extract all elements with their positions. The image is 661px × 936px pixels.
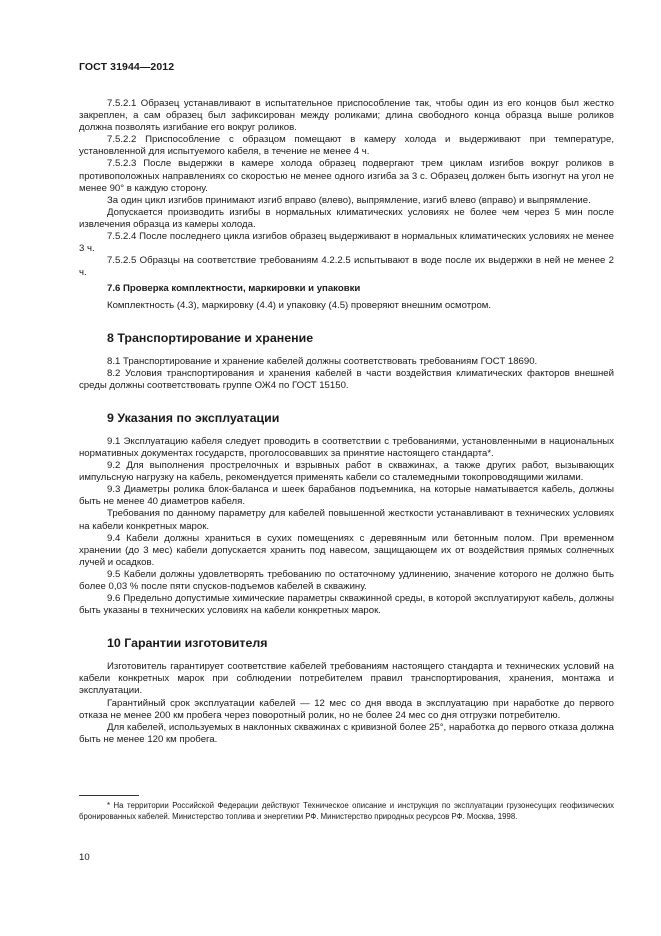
paragraph: 7.5.2.5 Образцы на соответствие требованиям 4.2.2.5 испытывают в воде после их выдержки в ней не менее 2 ч. <box>79 255 614 279</box>
paragraph: 9.2 Для выполнения прострелочных и взрывных работ в скважинах, а также других работ, вызывающих импульсную нагрузку на кабель, рекомендуется применять кабели со сталемедными токопроводящими жилами. <box>79 460 614 484</box>
subsection-heading: 7.6 Проверка комплектности, маркировки и упаковки <box>107 283 361 295</box>
paragraph: 7.5.2.4 После последнего цикла изгибов образец выдерживают в нормальных климатических условиях не менее 3 ч. <box>79 231 614 255</box>
paragraph: 8.1 Транспортирование и хранение кабелей должны соответствовать требованиям ГОСТ 18690. <box>107 355 538 367</box>
spacer <box>79 651 614 661</box>
paragraph: Изготовитель гарантирует соответствие кабелей требованиям настоящего стандарта и технических условий на кабели конкретных марок при соблюдении потребителем правил транспортирования, хранения, монтажа и эксплуатации. <box>79 661 614 697</box>
paragraph: 9.4 Кабели должны храниться в сухих помещениях с деревянным или бетонным полом. При временном хранении (до 3 мес) кабели допускается хранить под навесом, защищающем их от воздействия прямых солнечных лучей и осадков. <box>79 532 614 568</box>
spacer <box>79 346 614 356</box>
footnote-text: * На территории Российской Федерации действуют Техническое описание и инструкция по эксплуатации грузонесущих геофизических бронированных кабелей. Министерство топлива и энергетики РФ. Министерство природных ресурсов РФ. Москва, 1998. <box>79 801 614 821</box>
paragraph: Комплектность (4.3), маркировку (4.4) и упаковку (4.5) проверяют внешним осмотром. <box>107 299 492 311</box>
footnote-divider <box>79 795 139 796</box>
spacer <box>79 312 614 330</box>
paragraph: 9.1 Эксплуатацию кабеля следует проводить в соответствии с требованиями, установленными в национальных нормативных документах государств, проголосовавших за принятие настоящего стандарта*. <box>79 435 614 459</box>
section-heading: 10 Гарантии изготовителя <box>107 636 268 651</box>
paragraph: 9.6 Предельно допустимые химические параметры скважинной среды, в которой эксплуатируют кабель, должны быть указаны в технических условиях на кабели конкретных марок. <box>79 593 614 617</box>
footnote <box>79 800 614 822</box>
section-heading: 9 Указания по эксплуатации <box>107 410 280 425</box>
paragraph: За один цикл изгибов принимают изгиб вправо (влево), выпрямление, изгиб влево (вправо) и выпрямление. <box>107 194 591 206</box>
paragraph: 7.5.2.3 После выдержки в камере холода образец подвергают трем циклам изгибов вокруг роликов в противоположных направлениях со скоростью не менее одного изгиба за 3 с. Образец должен быть изогнут на угол не менее 90° в каждую сторону. <box>79 158 614 194</box>
spacer <box>79 426 614 436</box>
paragraph: Требования по данному параметру для кабелей повышенной жесткости устанавливают в технических условиях на кабели конкретных марок. <box>79 508 614 532</box>
spacer <box>79 392 614 410</box>
page-header: ГОСТ 31944—2012 <box>79 61 175 73</box>
paragraph: 9.3 Диаметры ролика блок-баланса и шеек барабанов подъемника, на которые наматывается кабель, должны быть не менее 40 диаметров кабеля. <box>79 484 614 508</box>
paragraph: 7.5.2.2 Приспособление с образцом помещают в камеру холода и выдерживают при температуре, установленной для испытуемого кабеля, в течение не менее 4 ч. <box>79 134 614 158</box>
page-number: 10 <box>79 852 90 863</box>
document-body <box>79 98 614 746</box>
spacer <box>79 617 614 635</box>
paragraph: Для кабелей, используемых в наклонных скважинах с кривизной более 25°, наработка до первого отказа должна быть не менее 120 км пробега. <box>79 721 614 745</box>
paragraph: Допускается производить изгибы в нормальных климатических условиях не более чем через 5 мин после извлечения образца из камеры холода. <box>79 206 614 230</box>
paragraph: 8.2 Условия транспортирования и хранения кабелей в части воздействия климатических факторов внешней среды должны соответствовать группе ОЖ4 по ГОСТ 15150. <box>79 367 614 391</box>
paragraph: Гарантийный срок эксплуатации кабелей — 12 мес со дня ввода в эксплуатацию при наработке до первого отказа не менее 200 км пробега через поворотный ролик, но не более 24 мес со дня отгрузки потребителю. <box>79 697 614 721</box>
paragraph: 9.5 Кабели должны удовлетворять требованию по остаточному удлинению, значение которого не должно быть более 0,03 % после пяти спусков-подъемов кабелей в скважину. <box>79 568 614 592</box>
paragraph: 7.5.2.1 Образец устанавливают в испытательное приспособление так, чтобы один из его концов был жестко закреплен, а сам образец был зафиксирован между роликами; длина свободного конца образца выше роликов должна позволять изгибание его вокруг роликов. <box>79 98 614 134</box>
section-heading: 8 Транспортирование и хранение <box>107 330 314 345</box>
